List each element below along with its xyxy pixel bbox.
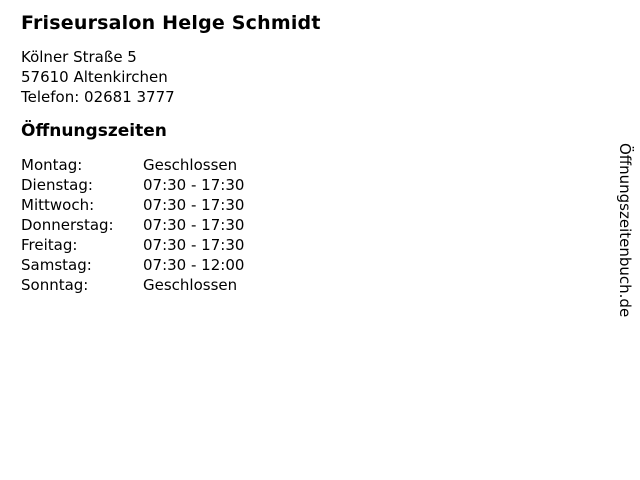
- day-label: Donnerstag:: [21, 216, 114, 234]
- business-name-title: Friseursalon Helge Schmidt: [21, 12, 321, 34]
- day-hours: 07:30 - 12:00: [143, 256, 245, 274]
- day-label: Dienstag:: [21, 176, 93, 194]
- oeffnungszeitenbuch-watermark-link[interactable]: Öffnungszeitenbuch.de: [616, 143, 634, 318]
- day-hours: 07:30 - 17:30: [143, 236, 245, 254]
- address-city: 57610 Altenkirchen: [21, 68, 168, 86]
- address-block: [21, 47, 640, 107]
- hours-row-thursday: [21, 215, 640, 235]
- address-street: Kölner Straße 5: [21, 48, 137, 66]
- opening-hours-table: [21, 155, 640, 295]
- opening-hours-page: [0, 12, 640, 480]
- day-label: Mittwoch:: [21, 196, 95, 214]
- hours-row-sunday: [21, 275, 640, 295]
- hours-row-monday: [21, 155, 640, 175]
- day-hours: 07:30 - 17:30: [143, 196, 245, 214]
- day-hours: 07:30 - 17:30: [143, 176, 245, 194]
- day-hours: 07:30 - 17:30: [143, 216, 245, 234]
- day-label: Freitag:: [21, 236, 78, 254]
- day-label: Montag:: [21, 156, 83, 174]
- day-label: Samstag:: [21, 256, 92, 274]
- day-hours: Geschlossen: [143, 156, 238, 174]
- day-hours: Geschlossen: [143, 276, 238, 294]
- opening-hours-heading: Öffnungszeiten: [21, 121, 167, 141]
- hours-row-saturday: [21, 255, 640, 275]
- day-label: Sonntag:: [21, 276, 89, 294]
- phone-number: Telefon: 02681 3777: [21, 88, 175, 106]
- hours-row-wednesday: [21, 195, 640, 215]
- hours-row-tuesday: [21, 175, 640, 195]
- hours-row-friday: [21, 235, 640, 255]
